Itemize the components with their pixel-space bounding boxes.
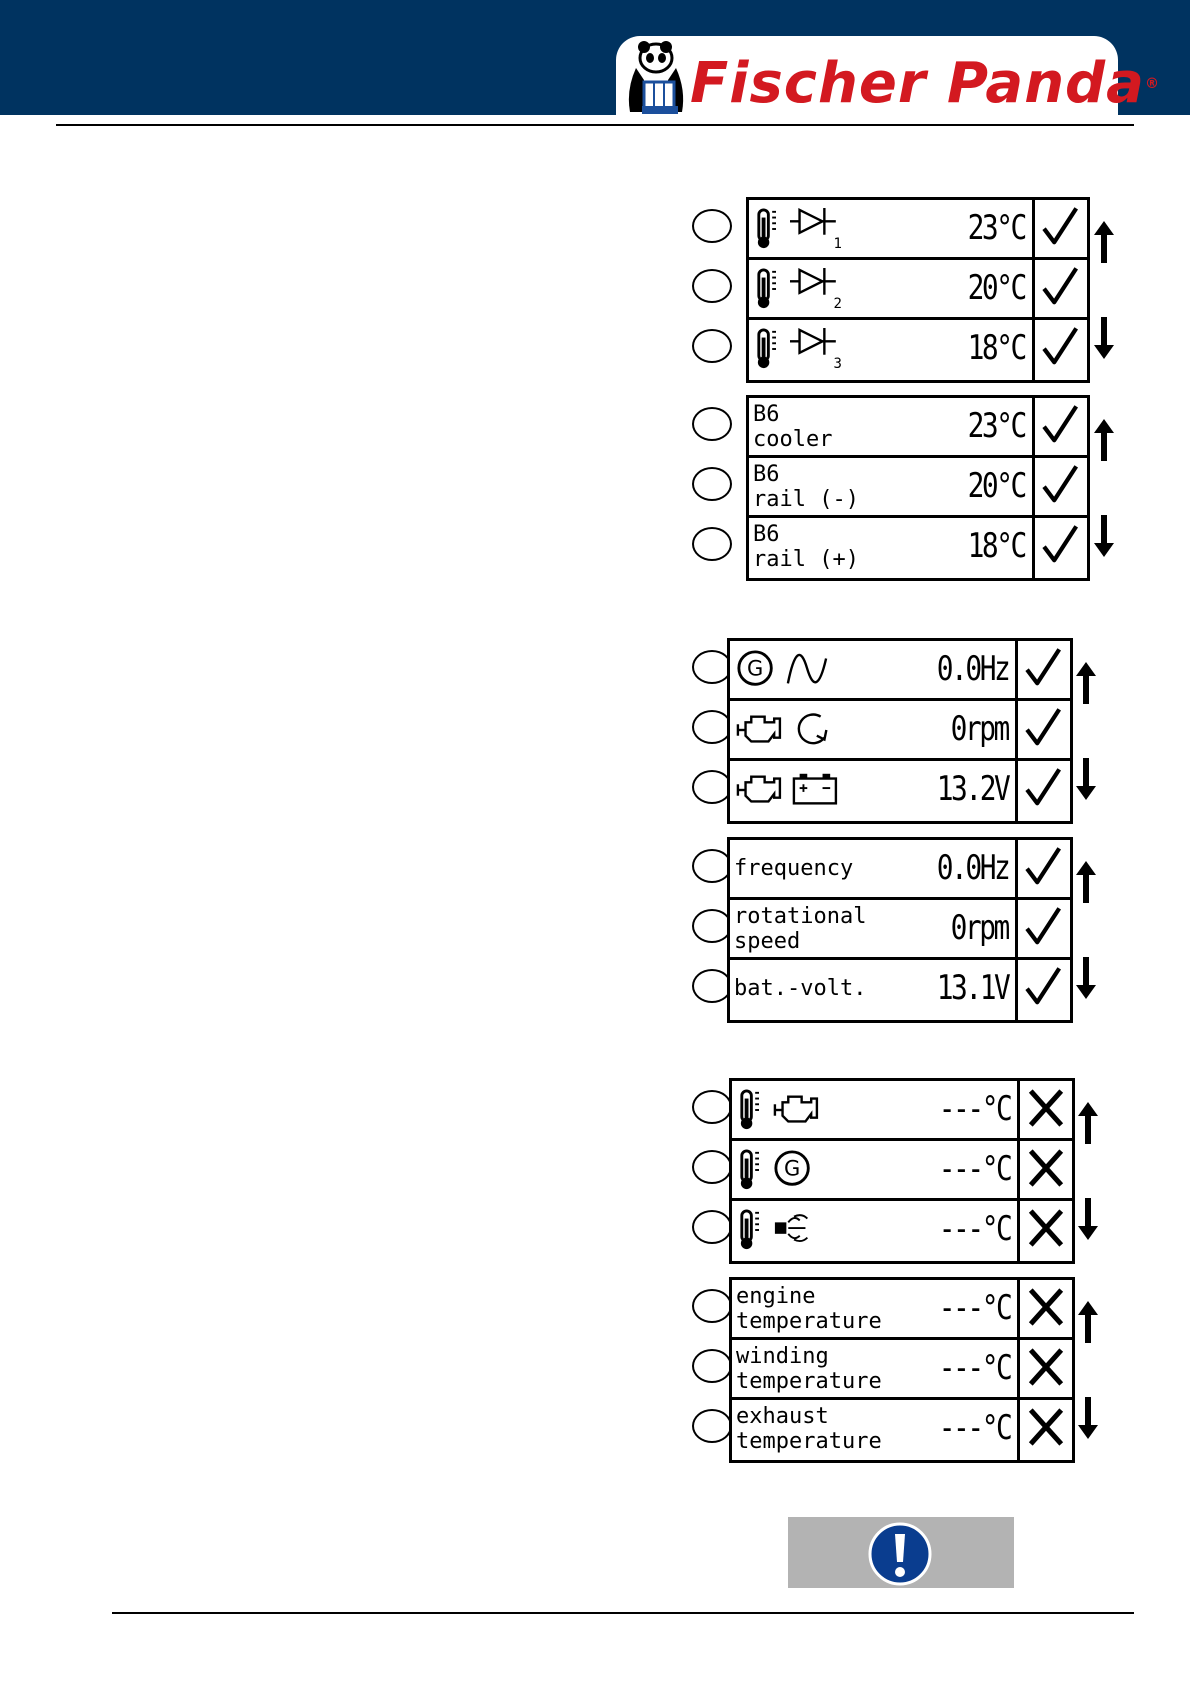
arrow-up-icon[interactable] (1092, 417, 1116, 463)
status-cell (1015, 641, 1070, 698)
status-cell (1015, 701, 1070, 758)
row-value: ---°C (938, 1288, 1010, 1328)
row-value: 20°C (967, 466, 1025, 506)
checkmark-icon (1022, 902, 1066, 952)
diode-index: 2 (833, 296, 842, 312)
panel-diode-temperatures (746, 197, 1090, 383)
checkmark-icon (1039, 262, 1083, 312)
arrow-down-icon[interactable] (1076, 1395, 1100, 1441)
callout-circle (692, 209, 732, 243)
callout-circle (692, 467, 732, 501)
engine-icon (736, 769, 782, 811)
callout-circle (692, 1289, 732, 1323)
display-row[interactable] (730, 960, 1070, 1020)
arrow-down-icon[interactable] (1076, 1196, 1100, 1242)
display-row[interactable] (732, 1141, 1072, 1201)
row-label: bat.-volt. (734, 976, 867, 1001)
display-row[interactable] (730, 900, 1070, 960)
panel-b6-temperatures (746, 395, 1090, 581)
row-label: engine temperature (736, 1284, 882, 1334)
display-row[interactable] (749, 320, 1087, 380)
status-cell (1015, 840, 1070, 897)
row-value: 0rpm (950, 908, 1008, 948)
brand-name: Fischer Panda (690, 51, 1145, 116)
status-cell (1017, 1400, 1072, 1460)
arrow-down-icon[interactable] (1092, 315, 1116, 361)
callout-circle (692, 1150, 732, 1184)
thermometer-icon (755, 328, 780, 370)
cross-icon (1024, 1143, 1068, 1193)
svg-text:G: G (783, 1156, 801, 1181)
callout-circle (692, 849, 732, 883)
checkmark-icon (1039, 202, 1083, 252)
row-label: B6 cooler (753, 402, 833, 452)
rotation-icon (792, 709, 830, 751)
svg-text:G: G (746, 656, 764, 681)
row-label: rotational speed (734, 904, 867, 954)
arrow-up-icon[interactable] (1074, 660, 1098, 706)
registered-mark: ® (1144, 76, 1160, 92)
display-row[interactable] (749, 260, 1087, 320)
status-cell (1017, 1280, 1072, 1337)
diode-icon (790, 268, 838, 310)
status-cell (1032, 200, 1087, 257)
status-cell (1032, 260, 1087, 317)
sine-wave-icon (786, 649, 828, 691)
checkmark-icon (1039, 400, 1083, 450)
row-value: 0.0Hz (936, 848, 1008, 888)
callout-circle (692, 909, 732, 943)
exclamation-icon (868, 1522, 932, 1586)
row-label: winding temperature (736, 1344, 882, 1394)
display-row[interactable] (749, 398, 1087, 458)
engine-icon (773, 1089, 819, 1131)
diode-index: 1 (833, 236, 842, 252)
row-label: B6 rail (+) (753, 522, 859, 572)
cross-icon (1024, 1342, 1068, 1392)
display-row[interactable] (749, 458, 1087, 518)
callout-circle (692, 329, 732, 363)
row-value: ---°C (938, 1089, 1010, 1129)
row-value: ---°C (938, 1408, 1010, 1448)
thermometer-icon (755, 268, 780, 310)
callout-circle (692, 407, 732, 441)
exhaust-icon (773, 1209, 809, 1251)
row-value: ---°C (938, 1149, 1010, 1189)
status-cell (1032, 398, 1087, 455)
cross-icon (1024, 1282, 1068, 1332)
checkmark-icon (1039, 460, 1083, 510)
page-header (0, 0, 1190, 115)
display-row[interactable] (732, 1201, 1072, 1261)
thermometer-icon (738, 1209, 763, 1251)
thermometer-icon (738, 1089, 763, 1131)
engine-icon (736, 709, 782, 751)
row-value: ---°C (938, 1348, 1010, 1388)
display-row[interactable] (732, 1280, 1072, 1340)
diode-index: 3 (833, 356, 842, 372)
checkmark-icon (1039, 322, 1083, 372)
arrow-up-icon[interactable] (1076, 1299, 1100, 1345)
row-value: 18°C (967, 526, 1025, 566)
display-row[interactable] (730, 641, 1070, 701)
row-value: 13.2V (936, 769, 1008, 809)
status-cell (1032, 518, 1087, 578)
notice-box (788, 1517, 1014, 1588)
checkmark-icon (1022, 763, 1066, 813)
row-value: 23°C (967, 406, 1025, 446)
status-cell (1015, 900, 1070, 957)
status-cell (1032, 320, 1087, 380)
status-cell (1015, 761, 1070, 821)
checkmark-icon (1022, 643, 1066, 693)
arrow-up-icon[interactable] (1092, 219, 1116, 265)
row-value: 20°C (967, 268, 1025, 308)
display-row[interactable] (730, 701, 1070, 761)
display-row[interactable] (749, 518, 1087, 578)
row-value: 23°C (967, 208, 1025, 248)
callout-circle (692, 1349, 732, 1383)
diode-icon (790, 328, 838, 370)
checkmark-icon (1039, 520, 1083, 570)
row-value: 18°C (967, 328, 1025, 368)
callout-circle (692, 527, 732, 561)
row-value: ---°C (938, 1209, 1010, 1249)
callout-circle (692, 770, 732, 804)
arrow-up-icon[interactable] (1076, 1100, 1100, 1146)
row-value: 0rpm (950, 709, 1008, 749)
status-cell (1017, 1201, 1072, 1261)
callout-circle (692, 710, 732, 744)
callout-circle (692, 650, 732, 684)
thermometer-icon (755, 208, 780, 250)
row-value: 13.1V (936, 968, 1008, 1008)
callout-circle (692, 269, 732, 303)
callout-circle (692, 969, 732, 1003)
panel-engine-temp-text (729, 1277, 1075, 1463)
display-row[interactable] (732, 1340, 1072, 1400)
checkmark-icon (1022, 842, 1066, 892)
battery-icon (792, 769, 838, 811)
panda-icon (622, 40, 690, 116)
checkmark-icon (1022, 962, 1066, 1012)
checkmark-icon (1022, 703, 1066, 753)
cross-icon (1024, 1083, 1068, 1133)
arrow-down-icon[interactable] (1092, 513, 1116, 559)
brand-logo (616, 36, 1160, 120)
row-label: B6 rail (-) (753, 462, 859, 512)
display-row[interactable] (732, 1400, 1072, 1460)
arrow-down-icon[interactable] (1074, 955, 1098, 1001)
cross-icon (1024, 1203, 1068, 1253)
panel-generator-text (727, 837, 1073, 1023)
header-rule (56, 124, 1134, 126)
display-row[interactable] (749, 200, 1087, 260)
footer-rule (112, 1612, 1134, 1614)
callout-circle (692, 1409, 732, 1443)
display-row[interactable] (730, 840, 1070, 900)
row-value: 0.0Hz (936, 649, 1008, 689)
display-row[interactable] (730, 761, 1070, 821)
row-label: frequency (734, 856, 854, 881)
diode-icon (790, 208, 838, 250)
arrow-down-icon[interactable] (1074, 756, 1098, 802)
callout-circle (692, 1090, 732, 1124)
cross-icon (1024, 1402, 1068, 1452)
arrow-up-icon[interactable] (1074, 859, 1098, 905)
display-row[interactable] (732, 1081, 1072, 1141)
generator-icon (736, 649, 776, 691)
callout-circle (692, 1210, 732, 1244)
status-cell (1015, 960, 1070, 1020)
status-cell (1017, 1081, 1072, 1138)
status-cell (1032, 458, 1087, 515)
thermometer-icon (738, 1149, 763, 1191)
row-label: exhaust temperature (736, 1404, 882, 1454)
status-cell (1017, 1141, 1072, 1198)
panel-engine-temp-icons (729, 1078, 1075, 1264)
panel-generator-icons (727, 638, 1073, 824)
generator-icon (773, 1149, 813, 1191)
status-cell (1017, 1340, 1072, 1397)
